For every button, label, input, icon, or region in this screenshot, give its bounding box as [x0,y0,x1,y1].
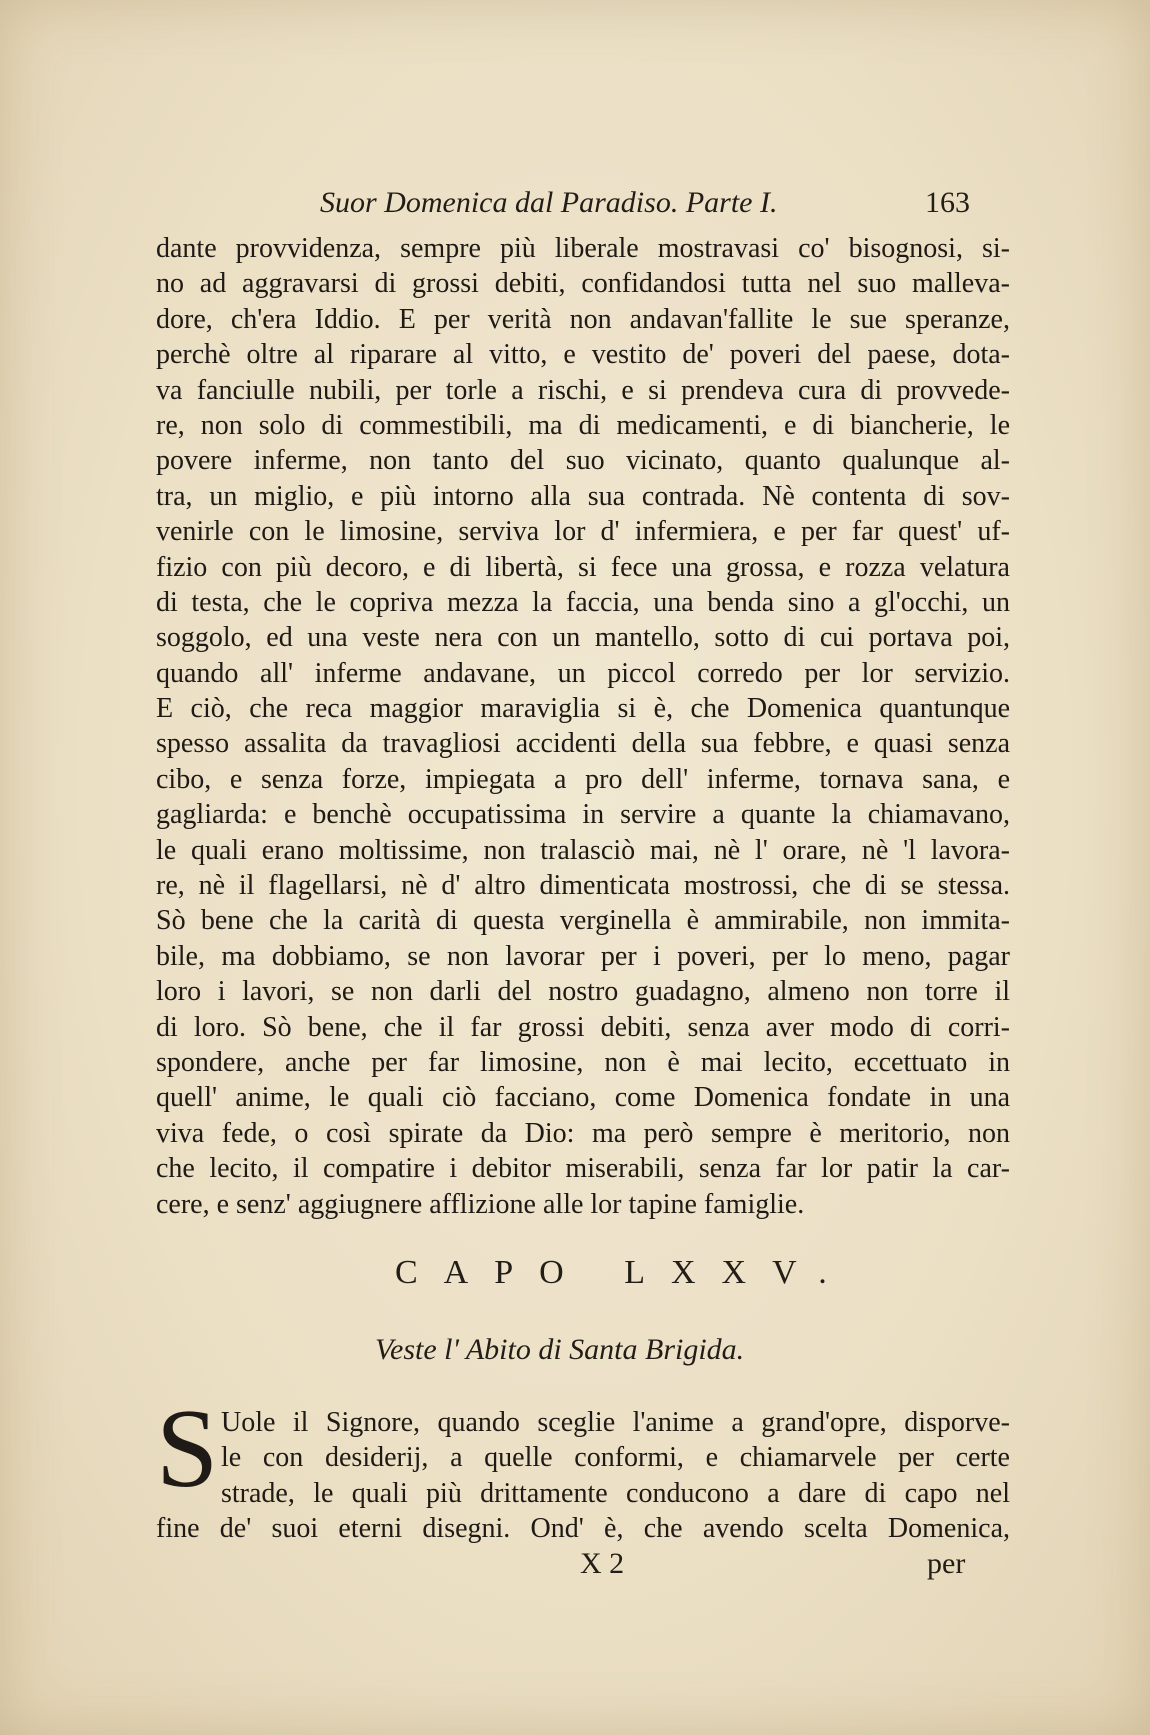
text-line: tra, un miglio, e più intorno alla sua contrada. Nè contenta di sov- [156,480,1010,512]
text-line: le con desiderij, a quelle conformi, e chiamarvele per certe [221,1442,1010,1474]
body-text [156,231,1010,1222]
chapter-heading: CAPO LXXV. [395,1254,853,1291]
drop-cap: S [156,1387,219,1511]
text-line: spesso assalita da travagliosi accidenti della sua febbre, e quasi senza [156,728,1010,760]
text-line: perchè oltre al riparare al vitto, e vestito de' poveri del paese, dota- [156,339,1010,371]
page-header [320,186,970,230]
text-line: re, non solo di commestibili, ma di medicamenti, e di biancherie, le [156,409,1010,441]
text-line: fine de' suoi eterni disegni. Ond' è, che avendo scelta Domenica, [156,1513,1010,1544]
text-line: strade, le quali più drittamente conducono a dare di capo nel [221,1477,1010,1509]
opening-paragraph-continued [156,1511,1010,1546]
text-line: E ciò, che reca maggior maraviglia si è, che Domenica quantunque [156,693,1010,725]
text-line: dore, ch'era Iddio. E per verità non andavan'fallite le sue speranze, [156,303,1010,335]
text-line: re, nè il flagellarsi, nè d' altro dimenticata mostrossi, che di se stessa. [156,870,1010,902]
text-line: soggolo, ed una veste nera con un mantello, sotto di cui portava poi, [156,622,1010,654]
page-footer [0,1547,1150,1587]
text-line: che lecito, il compatire i debitor miserabili, senza far lor patir la car- [156,1153,1010,1185]
text-line: gagliarda: e benchè occupatissima in servire a quante la chiamavano, [156,799,1010,831]
text-line: bile, ma dobbiamo, se non lavorar per i poveri, per lo meno, pagar [156,940,1010,972]
text-line: spondere, anche per far limosine, non è mai lecito, eccettuato in [156,1046,1010,1078]
text-line: quando all' inferme andavane, un piccol corredo per lor servizio. [156,657,1010,689]
running-title: Suor Domenica dal Paradiso. Parte I. [320,186,778,219]
chapter-subtitle: Veste l' Abito di Santa Brigida. [375,1333,745,1366]
text-line: fizio con più decoro, e di libertà, si fece una grossa, e rozza velatura [156,551,1010,583]
text-line: quell' anime, le quali ciò facciano, come Domenica fondate in una [156,1082,1010,1114]
text-line: viva fede, o così spirate da Dio: ma però sempre è meritorio, non [156,1117,1010,1149]
page-number: 163 [925,186,970,219]
text-line: no ad aggravarsi di grossi debiti, confidandosi tutta nel suo malleva- [156,268,1010,300]
text-line: Sò bene che la carità di questa verginella è ammirabile, non immita- [156,905,1010,937]
text-line: cibo, e senza forze, impiegata a pro dell' inferme, tornava sana, e [156,763,1010,795]
text-line: dante provvidenza, sempre più liberale mostravasi co' bisognosi, si- [156,233,1010,264]
catchword: per [927,1547,966,1580]
text-line-last: cere, e senz' aggiugnere afflizione alle lor tapine famiglie. [156,1188,805,1220]
text-line: di testa, che le copriva mezza la faccia, una benda sino a gl'occhi, un [156,586,1010,618]
text-line: Uole il Signore, quando sceglie l'anime a grand'opre, disporve- [221,1407,1010,1438]
text-line: venirle con le limosine, serviva lor d' infermiera, e per far quest' uf- [156,516,1010,548]
text-line: loro i lavori, se non darli del nostro guadagno, almeno non torre il [156,976,1010,1008]
text-line: povere inferme, non tanto del suo vicinato, quanto qualunque al- [156,445,1010,477]
text-line: le quali erano moltissime, non tralasciò mai, nè l' orare, nè 'l lavora- [156,834,1010,866]
text-line: va fanciulle nubili, per torle a rischi, e si prendeva cura di provvede- [156,374,1010,406]
signature-mark: X 2 [580,1547,625,1580]
text-line: di loro. Sò bene, che il far grossi debiti, senza aver modo di corri- [156,1011,1010,1043]
opening-paragraph [221,1405,1010,1511]
